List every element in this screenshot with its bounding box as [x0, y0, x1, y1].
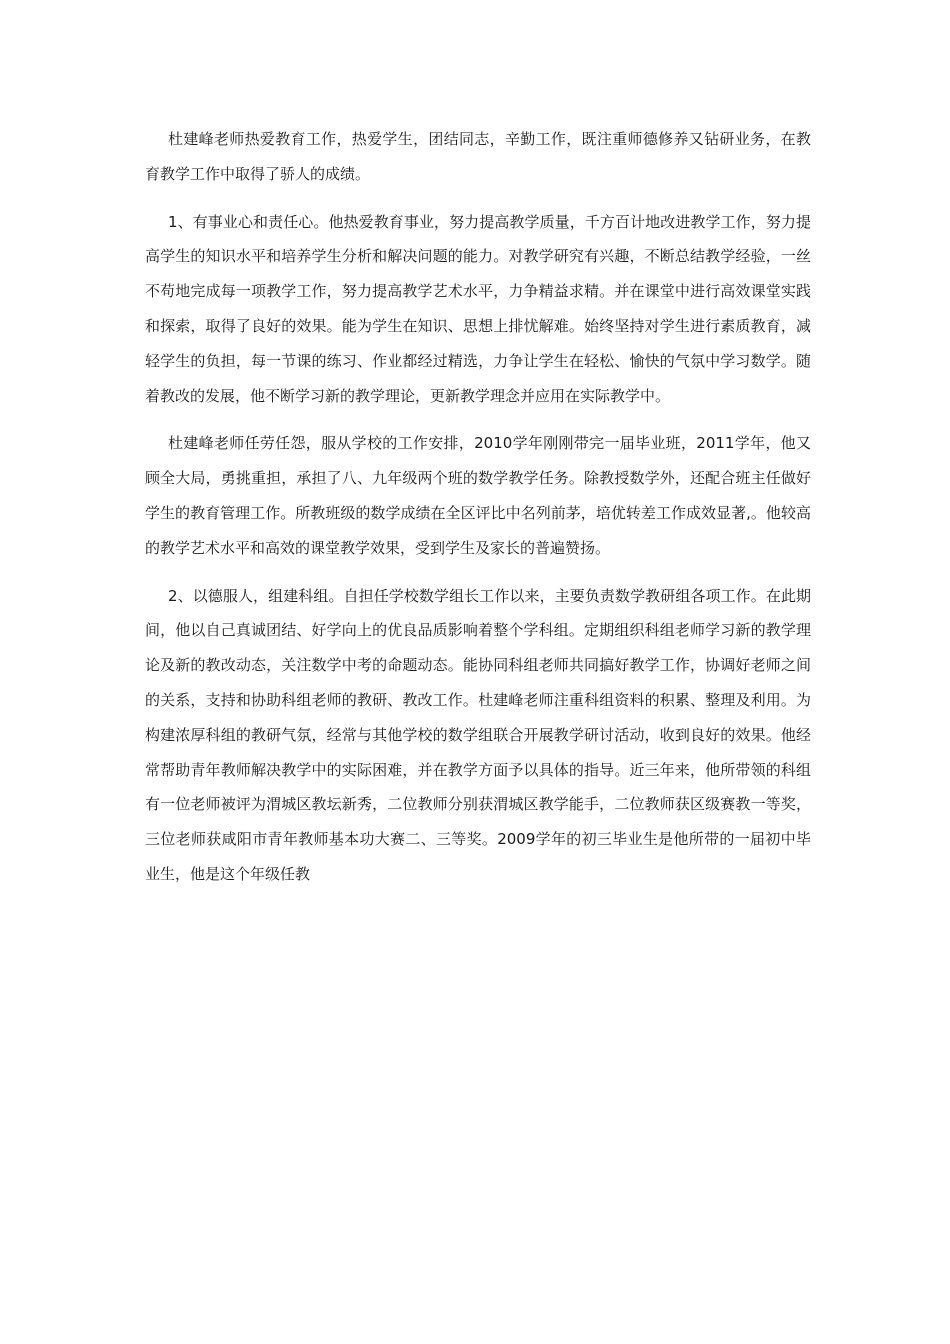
paragraph-point-2: 2、以德服人，组建科组。自担任学校数学组长工作以来，主要负责数学教研组各项工作。在此期间，他以自己真诚团结、好学向上的优良品质影响着整个学科组。定期组织科组老师学习新的教学理论及新的教改动态，关注数学中考的命题动态。能协同科组老师共同搞好教学工作，协调好老师之间的关系，支持和协助科组老师的教研、教改工作。杜建峰老师注重科组资料的积累、整理及利用。为构建浓厚科组的教研气氛，经常与其他学校的数学组联合开展教学研讨活动，收到良好的效果。他经常帮助青年教师解决教学中的实际困难，并在教学方面予以具体的指导。近三年来，他所带领的科组有一位老师被评为渭城区教坛新秀，二位教师分别获渭城区教学能手，二位教师获区级赛教一等奖，三位老师获咸阳市青年教师基本功大赛二、三等奖。2009学年的初三毕业生是他所带的一届初中毕业生，他是这个年级任教: [145, 586, 811, 883]
paragraph-intro: 杜建峰老师热爱教育工作，热爱学生，团结同志，辛勤工作，既注重师德修养又钻研业务，在教育教学工作中取得了骄人的成绩。: [145, 130, 811, 183]
paragraph-point-1: 1、有事业心和责任心。他热爱教育事业，努力提高教学质量，千方百计地改进教学工作，努力提高学生的知识水平和培养学生分析和解决问题的能力。对教学研究有兴趣，不断总结教学经验，一丝不苟地完成每一项教学工作，努力提高教学艺术水平，力争精益求精。并在课堂中进行高效课堂实践和探索，取得了良好的效果。能为学生在知识、思想上排忧解难。始终坚持对学生进行素质教育，减轻学生的负担，每一节课的练习、作业都经过精选，力争让学生在轻松、愉快的气氛中学习数学。随着教改的发展，他不断学习新的教学理论，更新教学理念并应用在实际教学中。: [145, 212, 811, 405]
paragraph-workload: 杜建峰老师任劳任怨，服从学校的工作安排，2010学年刚刚带完一届毕业班，2011学年，他又顾全大局，勇挑重担，承担了八、九年级两个班的数学教学任务。除教授数学外，还配合班主任做好学生的教育管理工作。所教班级的数学成绩在全区评比中名列前茅，培优转差工作成效显著,。他较高的教学艺术水平和高效的课堂教学效果，受到学生及家长的普遍赞扬。: [145, 434, 811, 557]
document-body: [145, 122, 811, 905]
